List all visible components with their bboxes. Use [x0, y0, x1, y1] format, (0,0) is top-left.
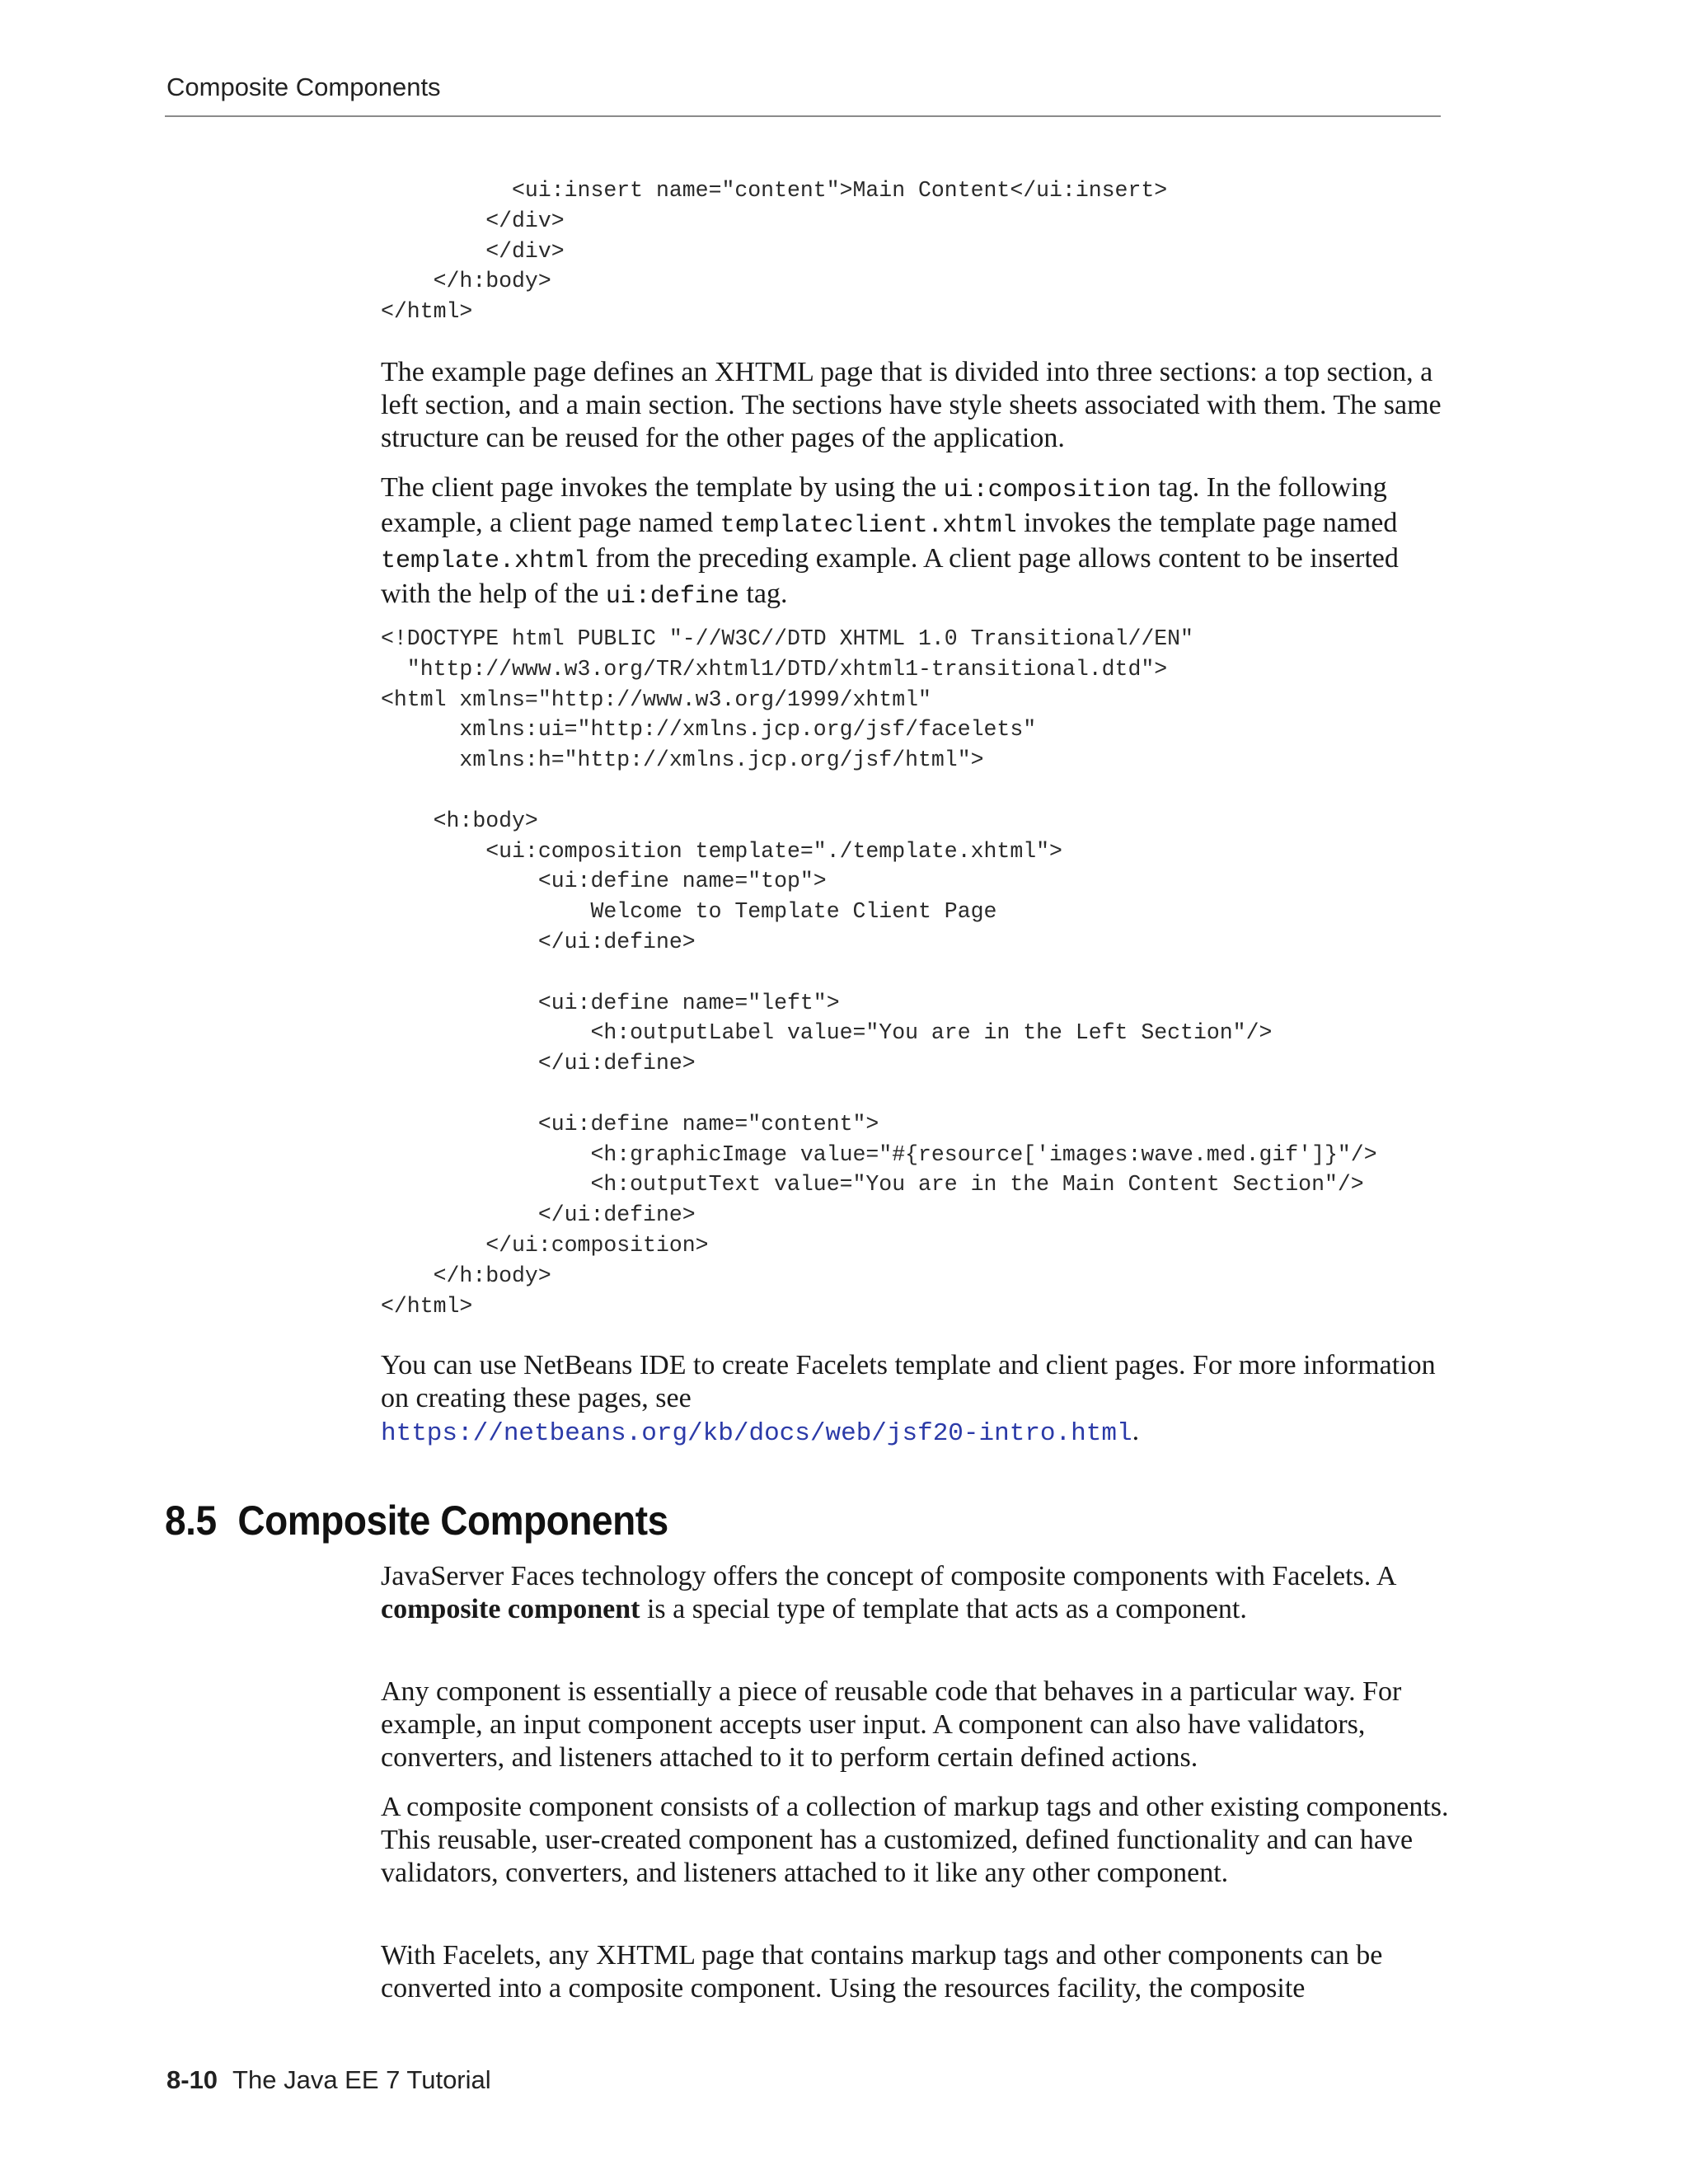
section-heading: [165, 1497, 668, 1544]
netbeans-link[interactable]: https://netbeans.org/kb/docs/web/jsf20-intro.html: [381, 1419, 1132, 1448]
paragraph-text: tag.: [738, 579, 788, 609]
inline-code-composition: ui:composition: [943, 476, 1151, 504]
paragraph-text: invokes the template page named: [1016, 508, 1398, 538]
section-title: Composite Components: [237, 1497, 668, 1544]
paragraph-text: .: [1132, 1416, 1140, 1446]
paragraph-netbeans: [381, 1349, 1452, 1451]
paragraph-component-definition: Any component is essentially a piece of reusable code that behaves in a particular way. For example, an input component accepts user input. A component can also have validators, converters, and listeners attached to it to perform certain defined actions.: [381, 1676, 1402, 1773]
header-divider: [165, 115, 1441, 117]
paragraph-composite-intro: [381, 1560, 1452, 1626]
paragraph-composite-definition: A composite component consists of a collection of markup tags and other existing components. This reusable, user-created component has a customized, defined functionality and can have validators, converters, and listeners attached to it like any other component.: [381, 1792, 1449, 1888]
paragraph-text: is a special type of template that acts as a component.: [640, 1594, 1247, 1624]
bold-term: composite component: [381, 1594, 640, 1624]
paragraph-text: from the preceding example. A client page allows content to be inserted with the help of the: [381, 543, 1399, 609]
paragraph-text: The client page invokes the template by using the: [381, 472, 944, 503]
page-number: 8-10: [166, 2065, 218, 2094]
paragraph-client-page: [381, 471, 1452, 613]
inline-code-templateclient: templateclient.xhtml: [720, 512, 1017, 540]
paragraph-template-description: The example page defines an XHTML page that is divided into three sections: a top section, a left section, and a main section. The sections have style sheets associated with them. The same structure can be reused for the other pages of the application.: [381, 357, 1442, 453]
code-block-template-end: <ui:insert name="content">Main Content</ui:insert> </div> </div> </h:body> </html>: [381, 178, 1168, 325]
inline-code-define: ui:define: [605, 583, 739, 611]
section-number: 8.5: [165, 1497, 217, 1544]
paragraph-text: You can use NetBeans IDE to create Facelets template and client pages. For more information on creating these pages, see: [381, 1350, 1436, 1413]
book-title: The Java EE 7 Tutorial: [232, 2065, 491, 2094]
paragraph-text: tag. In the following example, a client page named: [381, 472, 1387, 538]
paragraph-facelets-conversion: With Facelets, any XHTML page that contains markup tags and other components can be converted into a composite component. Using the resources facility, the composite: [381, 1940, 1383, 2004]
code-block-template-client: <!DOCTYPE html PUBLIC "-//W3C//DTD XHTML 1.0 Transitional//EN" "http://www.w3.org/TR/xhtml1/DTD/xhtml1-transitional.dtd"> <html xmlns="http://www.w3.org/1999/xhtml" xmlns:ui="http://xmlns.jcp.org/jsf/facelets" xmlns:h="http://xmlns.jcp.org/jsf/html"> <h:body> <ui:composition template="./template.xhtml"> <ui:define name="top"> Welcome to Template Client Page </ui:define> <ui:define name="left"> <h:outputLabel value="You are in the Left Section"/> </ui:define> <ui:define name="content"> <h:graphicImage value="#{resource['images:wave.med.gif']}"/> <h:outputText value="You are in the Main Content Section"/> </ui:define> </ui:composition> </h:body> </html>: [381, 626, 1377, 1319]
running-header: Composite Components: [166, 73, 441, 101]
inline-code-template: template.xhtml: [381, 547, 589, 575]
page-footer: [166, 2065, 491, 2095]
paragraph-text: JavaServer Faces technology offers the concept of composite components with Facelets. A: [381, 1561, 1395, 1591]
